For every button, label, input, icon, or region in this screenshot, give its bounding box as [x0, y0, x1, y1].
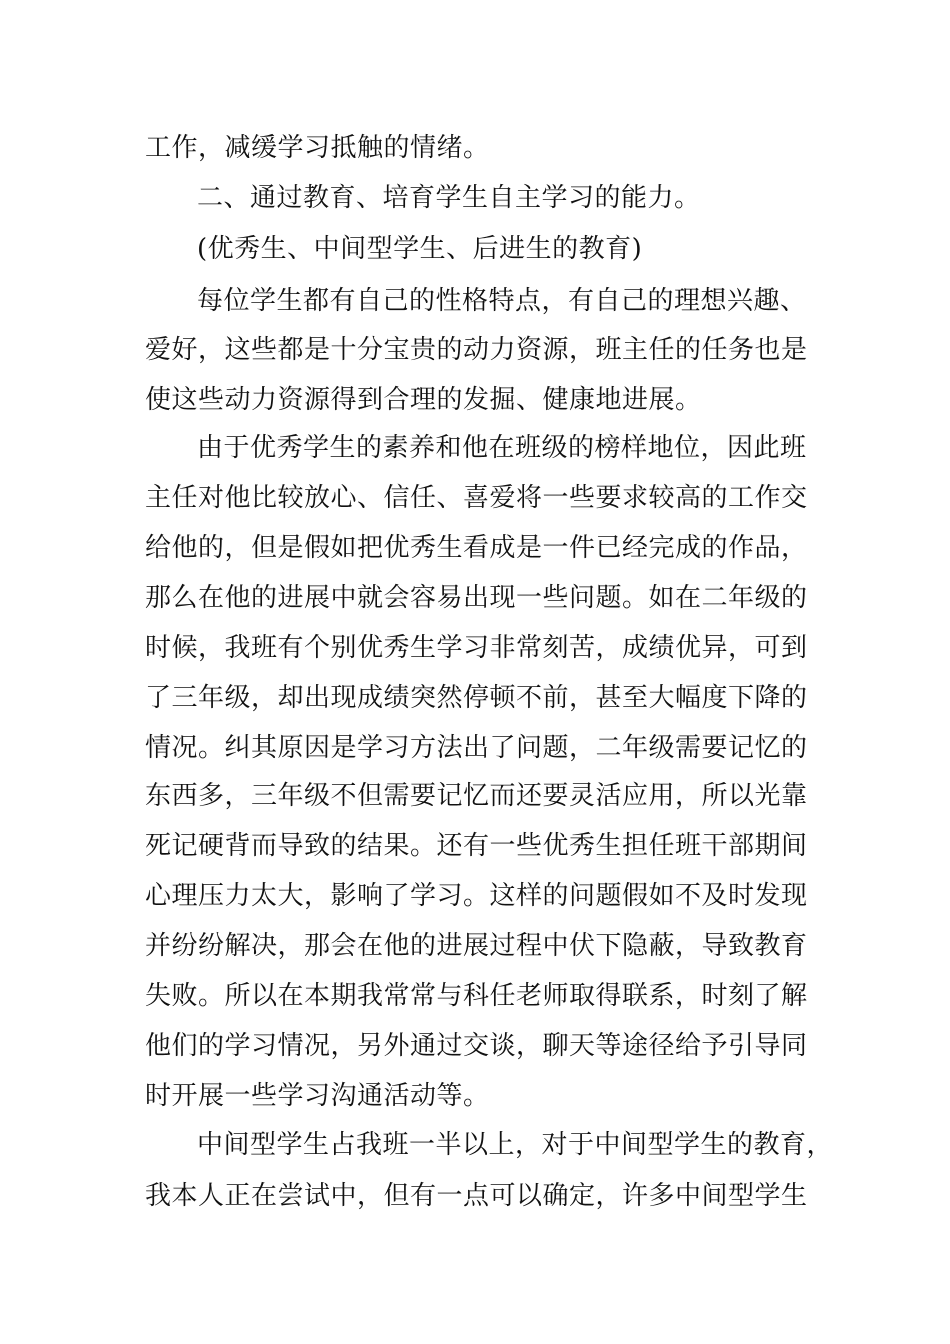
section-subtitle: (优秀生、中间型学生、后进生的教育)	[197, 234, 643, 264]
text-line: 情况。纠其原因是学习方法出了问题，二年级需要记忆的	[145, 733, 808, 763]
text-line: 死记硬背而导致的结果。还有一些优秀生担任班干部期间	[145, 831, 808, 861]
text-line: 每位学生都有自己的性格特点，有自己的理想兴趣、	[197, 286, 807, 316]
text-line: 主任对他比较放心、信任、喜爱将一些要求较高的工作交	[145, 483, 808, 513]
text-line: 并纷纷解决，那会在他的进展过程中伏下隐蔽，导致教育	[145, 931, 808, 961]
text-line: 使这些动力资源得到合理的发掘、健康地进展。	[145, 385, 702, 415]
text-line: 我本人正在尝试中，但有一点可以确定，许多中间型学生	[145, 1181, 808, 1211]
section-heading: 二、通过教育、培育学生自主学习的能力。	[197, 183, 701, 213]
text-line: 失败。所以在本期我常常与科任老师取得联系，时刻了解	[145, 981, 808, 1011]
text-line: 心理压力太大，影响了学习。这样的问题假如不及时发现	[145, 881, 808, 911]
text-line: 爱好，这些都是十分宝贵的动力资源，班主任的任务也是	[145, 335, 808, 365]
text-line: 给他的，但是假如把优秀生看成是一件已经完成的作品，	[145, 533, 808, 563]
text-line: 那么在他的进展中就会容易出现一些问题。如在二年级的	[145, 583, 808, 613]
text-line: 工作，减缓学习抵触的情绪。	[145, 133, 490, 163]
text-line: 时候，我班有个别优秀生学习非常刻苦，成绩优异，可到	[145, 633, 808, 663]
text-line: 了三年级，却出现成绩突然停顿不前，甚至大幅度下降的	[145, 683, 808, 713]
text-line: 中间型学生占我班一半以上，对于中间型学生的教育，	[197, 1130, 834, 1160]
text-line: 东西多，三年级不但需要记忆而还要灵活应用，所以光靠	[145, 781, 808, 811]
text-line: 时开展一些学习沟通活动等。	[145, 1081, 490, 1111]
text-line: 他们的学习情况，另外通过交谈，聊天等途径给予引导同	[145, 1031, 808, 1061]
text-line: 由于优秀学生的素养和他在班级的榜样地位，因此班	[197, 433, 807, 463]
